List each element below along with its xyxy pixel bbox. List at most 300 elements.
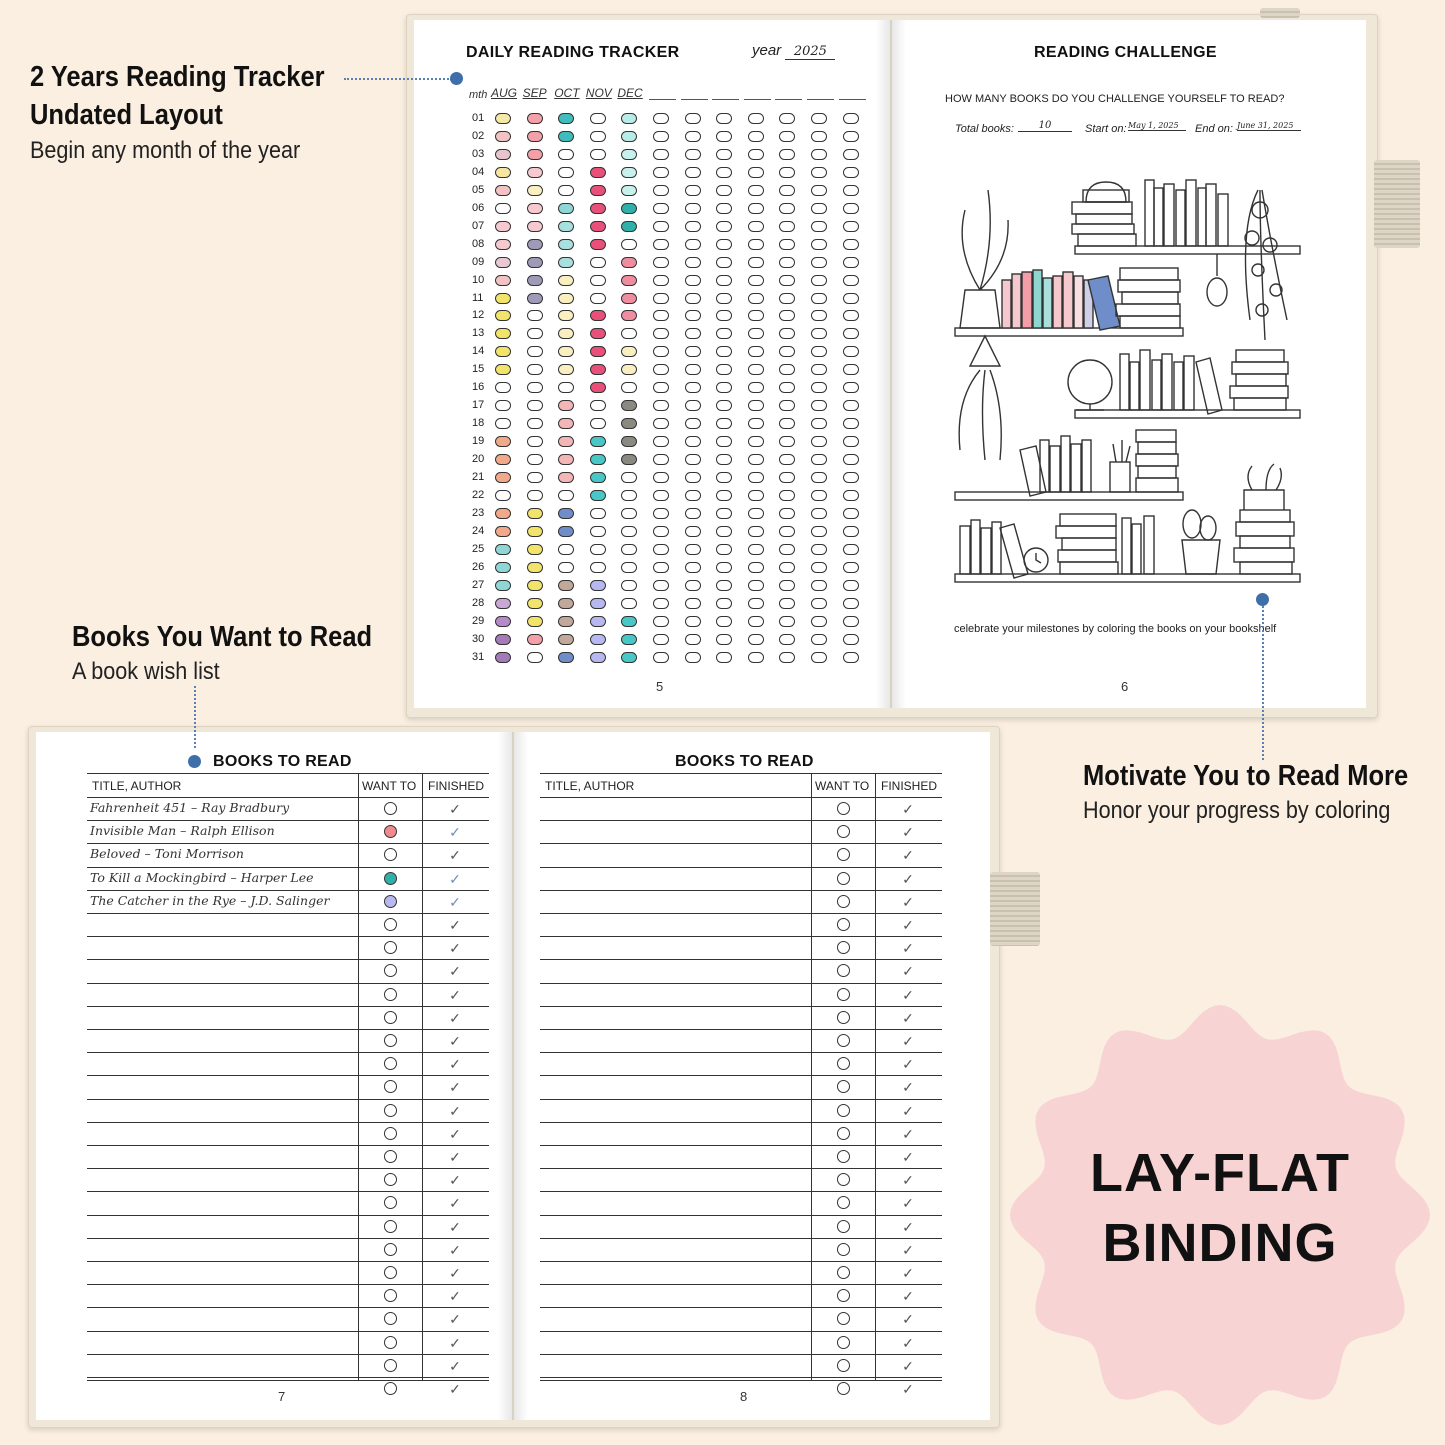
tracker-cell[interactable] [779, 131, 795, 142]
tracker-cell[interactable] [811, 293, 827, 304]
tracker-cell[interactable] [558, 508, 574, 519]
finished-check-icon[interactable]: ✓ [902, 893, 914, 910]
tracker-cell[interactable] [621, 113, 637, 124]
tracker-cell[interactable] [685, 167, 701, 178]
tracker-cell[interactable] [779, 562, 795, 573]
want-to-circle[interactable] [837, 1359, 850, 1372]
tracker-cell[interactable] [653, 580, 669, 591]
tracker-cell[interactable] [527, 418, 543, 429]
tracker-cell[interactable] [558, 346, 574, 357]
tracker-cell[interactable] [558, 418, 574, 429]
tracker-cell[interactable] [811, 364, 827, 375]
tracker-cell[interactable] [716, 418, 732, 429]
tracker-cell[interactable] [843, 167, 859, 178]
tracker-cell[interactable] [621, 275, 637, 286]
tracker-cell[interactable] [843, 562, 859, 573]
tracker-cell[interactable] [748, 167, 764, 178]
finished-check-icon[interactable]: ✓ [449, 1311, 461, 1328]
tracker-cell[interactable] [811, 346, 827, 357]
tracker-cell[interactable] [685, 616, 701, 627]
tracker-cell[interactable] [748, 652, 764, 663]
tracker-cell[interactable] [495, 310, 511, 321]
finished-check-icon[interactable]: ✓ [449, 847, 461, 864]
want-to-circle[interactable] [837, 895, 850, 908]
tracker-cell[interactable] [495, 203, 511, 214]
finished-check-icon[interactable]: ✓ [449, 1033, 461, 1049]
tracker-cell[interactable] [495, 562, 511, 573]
want-to-circle[interactable] [384, 895, 397, 908]
tracker-cell[interactable] [527, 131, 543, 142]
tracker-cell[interactable] [779, 634, 795, 645]
tracker-cell[interactable] [590, 472, 606, 483]
tracker-cell[interactable] [653, 634, 669, 645]
tracker-cell[interactable] [558, 113, 574, 124]
tracker-cell[interactable] [590, 418, 606, 429]
tracker-cell[interactable] [811, 598, 827, 609]
tracker-cell[interactable] [716, 472, 732, 483]
month-header-blank[interactable] [649, 99, 676, 100]
tracker-cell[interactable] [495, 508, 511, 519]
tracker-cell[interactable] [590, 131, 606, 142]
want-to-circle[interactable] [384, 1034, 397, 1047]
tracker-cell[interactable] [811, 526, 827, 537]
tracker-cell[interactable] [716, 239, 732, 250]
tracker-cell[interactable] [653, 203, 669, 214]
tracker-cell[interactable] [527, 634, 543, 645]
finished-check-icon[interactable]: ✓ [902, 1102, 914, 1119]
tracker-cell[interactable] [527, 436, 543, 447]
tracker-cell[interactable] [621, 616, 637, 627]
tracker-cell[interactable] [843, 490, 859, 501]
tracker-cell[interactable] [811, 652, 827, 663]
tracker-cell[interactable] [811, 221, 827, 232]
tracker-cell[interactable] [527, 185, 543, 196]
book-entry-text[interactable]: The Catcher in the Rye – J.D. Salinger [90, 892, 330, 908]
want-to-circle[interactable] [837, 918, 850, 931]
want-to-circle[interactable] [384, 1150, 397, 1163]
finished-check-icon[interactable]: ✓ [902, 1033, 914, 1049]
tracker-cell[interactable] [527, 544, 543, 555]
want-to-circle[interactable] [837, 1034, 850, 1047]
tracker-cell[interactable] [779, 454, 795, 465]
tracker-cell[interactable] [621, 185, 637, 196]
tracker-cell[interactable] [748, 346, 764, 357]
finished-check-icon[interactable]: ✓ [902, 1195, 914, 1212]
tracker-cell[interactable] [621, 490, 637, 501]
finished-check-icon[interactable]: ✓ [449, 1056, 461, 1073]
tracker-year[interactable] [752, 42, 835, 60]
tracker-cell[interactable] [811, 472, 827, 483]
tracker-cell[interactable] [621, 221, 637, 232]
tracker-cell[interactable] [843, 580, 859, 591]
tracker-cell[interactable] [843, 149, 859, 160]
finished-check-icon[interactable]: ✓ [449, 1125, 461, 1142]
tracker-cell[interactable] [748, 526, 764, 537]
tracker-cell[interactable] [558, 634, 574, 645]
tracker-cell[interactable] [748, 310, 764, 321]
tracker-cell[interactable] [621, 328, 637, 339]
month-header-blank[interactable] [807, 99, 834, 100]
tracker-cell[interactable] [716, 131, 732, 142]
tracker-cell[interactable] [685, 346, 701, 357]
tracker-cell[interactable] [558, 562, 574, 573]
tracker-cell[interactable] [653, 257, 669, 268]
finished-check-icon[interactable]: ✓ [902, 1149, 914, 1165]
month-header-blank[interactable] [839, 99, 866, 100]
finished-check-icon[interactable]: ✓ [449, 1172, 461, 1189]
tracker-cell[interactable] [811, 310, 827, 321]
want-to-circle[interactable] [837, 1127, 850, 1140]
tracker-cell[interactable] [621, 562, 637, 573]
tracker-cell[interactable] [779, 508, 795, 519]
tracker-cell[interactable] [685, 472, 701, 483]
tracker-cell[interactable] [558, 544, 574, 555]
tracker-cell[interactable] [748, 634, 764, 645]
tracker-cell[interactable] [716, 113, 732, 124]
tracker-cell[interactable] [621, 364, 637, 375]
tracker-cell[interactable] [843, 436, 859, 447]
tracker-cell[interactable] [495, 149, 511, 160]
tracker-cell[interactable] [495, 454, 511, 465]
tracker-cell[interactable] [779, 113, 795, 124]
tracker-cell[interactable] [716, 310, 732, 321]
tracker-cell[interactable] [621, 598, 637, 609]
tracker-cell[interactable] [716, 382, 732, 393]
tracker-cell[interactable] [590, 652, 606, 663]
finished-check-icon[interactable]: ✓ [449, 940, 461, 957]
tracker-cell[interactable] [590, 203, 606, 214]
book-entry-text[interactable]: Invisible Man – Ralph Ellison [90, 823, 275, 839]
finished-check-icon[interactable]: ✓ [449, 1288, 461, 1305]
tracker-cell[interactable] [779, 275, 795, 286]
tracker-cell[interactable] [653, 382, 669, 393]
tracker-cell[interactable] [495, 113, 511, 124]
finished-check-icon[interactable]: ✓ [449, 870, 461, 887]
finished-check-icon[interactable]: ✓ [902, 801, 914, 817]
tracker-cell[interactable] [621, 454, 637, 465]
finished-check-icon[interactable]: ✓ [449, 1241, 461, 1258]
tracker-cell[interactable] [590, 454, 606, 465]
want-to-circle[interactable] [384, 1266, 397, 1279]
tracker-cell[interactable] [716, 652, 732, 663]
tracker-cell[interactable] [779, 544, 795, 555]
tracker-cell[interactable] [811, 490, 827, 501]
tracker-cell[interactable] [811, 454, 827, 465]
want-to-circle[interactable] [384, 1359, 397, 1372]
tracker-cell[interactable] [527, 400, 543, 411]
tracker-cell[interactable] [716, 454, 732, 465]
tracker-cell[interactable] [527, 167, 543, 178]
tracker-cell[interactable] [653, 418, 669, 429]
tracker-cell[interactable] [653, 328, 669, 339]
tracker-cell[interactable] [621, 508, 637, 519]
tracker-cell[interactable] [748, 598, 764, 609]
finished-check-icon[interactable]: ✓ [449, 1218, 461, 1235]
tracker-cell[interactable] [811, 580, 827, 591]
want-to-circle[interactable] [384, 918, 397, 931]
tracker-cell[interactable] [653, 508, 669, 519]
tracker-cell[interactable] [653, 113, 669, 124]
tracker-cell[interactable] [558, 257, 574, 268]
tracker-cell[interactable] [495, 257, 511, 268]
tracker-cell[interactable] [653, 239, 669, 250]
tracker-cell[interactable] [495, 221, 511, 232]
finished-check-icon[interactable]: ✓ [902, 963, 914, 980]
tracker-cell[interactable] [685, 239, 701, 250]
tracker-cell[interactable] [558, 293, 574, 304]
tracker-cell[interactable] [590, 616, 606, 627]
tracker-cell[interactable] [748, 418, 764, 429]
book-entry-text[interactable]: Beloved – Toni Morrison [90, 846, 244, 862]
tracker-cell[interactable] [811, 382, 827, 393]
tracker-cell[interactable] [748, 562, 764, 573]
tracker-cell[interactable] [621, 149, 637, 160]
tracker-cell[interactable] [748, 328, 764, 339]
tracker-cell[interactable] [590, 239, 606, 250]
tracker-cell[interactable] [558, 652, 574, 663]
tracker-cell[interactable] [527, 275, 543, 286]
tracker-cell[interactable] [843, 400, 859, 411]
tracker-cell[interactable] [653, 526, 669, 537]
tracker-cell[interactable] [843, 418, 859, 429]
tracker-cell[interactable] [558, 400, 574, 411]
tracker-cell[interactable] [843, 185, 859, 196]
finished-check-icon[interactable]: ✓ [449, 801, 461, 817]
tracker-cell[interactable] [779, 598, 795, 609]
finished-check-icon[interactable]: ✓ [449, 1381, 461, 1397]
tracker-cell[interactable] [653, 598, 669, 609]
finished-check-icon[interactable]: ✓ [449, 917, 461, 933]
tracker-cell[interactable] [843, 652, 859, 663]
tracker-cell[interactable] [590, 149, 606, 160]
tracker-cell[interactable] [527, 382, 543, 393]
tracker-cell[interactable] [779, 382, 795, 393]
tracker-cell[interactable] [843, 293, 859, 304]
tracker-cell[interactable] [558, 436, 574, 447]
tracker-cell[interactable] [779, 580, 795, 591]
tracker-cell[interactable] [590, 185, 606, 196]
tracker-cell[interactable] [558, 149, 574, 160]
tracker-cell[interactable] [779, 167, 795, 178]
tracker-cell[interactable] [527, 328, 543, 339]
tracker-cell[interactable] [685, 310, 701, 321]
tracker-cell[interactable] [716, 598, 732, 609]
tracker-cell[interactable] [495, 167, 511, 178]
tracker-cell[interactable] [685, 544, 701, 555]
finished-check-icon[interactable]: ✓ [902, 1334, 914, 1351]
want-to-circle[interactable] [384, 872, 397, 885]
tracker-cell[interactable] [495, 400, 511, 411]
tracker-cell[interactable] [716, 400, 732, 411]
tracker-cell[interactable] [527, 526, 543, 537]
tracker-cell[interactable] [748, 400, 764, 411]
finished-check-icon[interactable]: ✓ [449, 1009, 461, 1026]
tracker-cell[interactable] [590, 328, 606, 339]
tracker-cell[interactable] [558, 472, 574, 483]
want-to-circle[interactable] [384, 1220, 397, 1233]
tracker-cell[interactable] [558, 364, 574, 375]
tracker-cell[interactable] [495, 580, 511, 591]
tracker-cell[interactable] [748, 239, 764, 250]
tracker-cell[interactable] [685, 400, 701, 411]
tracker-cell[interactable] [843, 203, 859, 214]
tracker-cell[interactable] [779, 293, 795, 304]
tracker-cell[interactable] [779, 490, 795, 501]
tracker-cell[interactable] [748, 454, 764, 465]
tracker-cell[interactable] [779, 472, 795, 483]
tracker-cell[interactable] [843, 454, 859, 465]
tracker-cell[interactable] [495, 436, 511, 447]
tracker-cell[interactable] [685, 436, 701, 447]
tracker-cell[interactable] [590, 221, 606, 232]
finished-check-icon[interactable]: ✓ [902, 1265, 914, 1281]
tracker-cell[interactable] [495, 364, 511, 375]
tracker-cell[interactable] [621, 436, 637, 447]
tracker-cell[interactable] [748, 185, 764, 196]
tracker-cell[interactable] [811, 508, 827, 519]
finished-check-icon[interactable]: ✓ [449, 893, 461, 910]
tracker-cell[interactable] [843, 257, 859, 268]
tracker-cell[interactable] [843, 382, 859, 393]
tracker-cell[interactable] [811, 328, 827, 339]
tracker-cell[interactable] [779, 203, 795, 214]
tracker-cell[interactable] [811, 131, 827, 142]
tracker-cell[interactable] [590, 275, 606, 286]
tracker-cell[interactable] [716, 203, 732, 214]
want-to-circle[interactable] [384, 1382, 397, 1395]
tracker-cell[interactable] [811, 185, 827, 196]
tracker-cell[interactable] [495, 544, 511, 555]
tracker-cell[interactable] [621, 634, 637, 645]
tracker-cell[interactable] [590, 634, 606, 645]
tracker-cell[interactable] [748, 221, 764, 232]
tracker-cell[interactable] [685, 185, 701, 196]
tracker-cell[interactable] [685, 490, 701, 501]
tracker-cell[interactable] [811, 167, 827, 178]
tracker-cell[interactable] [527, 616, 543, 627]
finished-check-icon[interactable]: ✓ [902, 1056, 914, 1073]
tracker-cell[interactable] [558, 221, 574, 232]
tracker-cell[interactable] [621, 203, 637, 214]
finished-check-icon[interactable]: ✓ [449, 824, 461, 841]
tracker-cell[interactable] [685, 508, 701, 519]
want-to-circle[interactable] [384, 1104, 397, 1117]
month-header-blank[interactable] [712, 99, 739, 100]
tracker-cell[interactable] [716, 149, 732, 160]
tracker-cell[interactable] [495, 616, 511, 627]
finished-check-icon[interactable]: ✓ [902, 870, 914, 887]
month-header-blank[interactable] [775, 99, 802, 100]
tracker-cell[interactable] [653, 275, 669, 286]
tracker-cell[interactable] [558, 616, 574, 627]
tracker-cell[interactable] [685, 562, 701, 573]
month-header-blank[interactable] [744, 99, 771, 100]
want-to-circle[interactable] [384, 988, 397, 1001]
tracker-cell[interactable] [621, 652, 637, 663]
tracker-cell[interactable] [527, 149, 543, 160]
tracker-cell[interactable] [527, 562, 543, 573]
tracker-cell[interactable] [527, 472, 543, 483]
tracker-cell[interactable] [653, 652, 669, 663]
finished-check-icon[interactable]: ✓ [902, 1381, 914, 1397]
tracker-cell[interactable] [653, 490, 669, 501]
tracker-cell[interactable] [685, 328, 701, 339]
tracker-cell[interactable] [495, 490, 511, 501]
tracker-cell[interactable] [811, 436, 827, 447]
tracker-cell[interactable] [843, 328, 859, 339]
tracker-cell[interactable] [716, 616, 732, 627]
tracker-cell[interactable] [716, 364, 732, 375]
tracker-cell[interactable] [843, 131, 859, 142]
tracker-cell[interactable] [779, 346, 795, 357]
tracker-cell[interactable] [843, 526, 859, 537]
want-to-circle[interactable] [837, 802, 850, 815]
tracker-cell[interactable] [811, 544, 827, 555]
tracker-cell[interactable] [779, 436, 795, 447]
tracker-cell[interactable] [621, 239, 637, 250]
finished-check-icon[interactable]: ✓ [449, 963, 461, 980]
tracker-cell[interactable] [527, 454, 543, 465]
tracker-cell[interactable] [779, 364, 795, 375]
tracker-cell[interactable] [685, 418, 701, 429]
tracker-cell[interactable] [590, 490, 606, 501]
tracker-cell[interactable] [779, 400, 795, 411]
tracker-cell[interactable] [811, 616, 827, 627]
want-to-circle[interactable] [837, 988, 850, 1001]
finished-check-icon[interactable]: ✓ [449, 1102, 461, 1119]
want-to-circle[interactable] [384, 1243, 397, 1256]
tracker-cell[interactable] [685, 598, 701, 609]
tracker-cell[interactable] [653, 544, 669, 555]
tracker-cell[interactable] [843, 275, 859, 286]
finished-check-icon[interactable]: ✓ [902, 940, 914, 957]
finished-check-icon[interactable]: ✓ [902, 1079, 914, 1096]
tracker-cell[interactable] [558, 490, 574, 501]
tracker-cell[interactable] [685, 203, 701, 214]
tracker-cell[interactable] [558, 185, 574, 196]
tracker-cell[interactable] [495, 239, 511, 250]
tracker-cell[interactable] [495, 472, 511, 483]
tracker-cell[interactable] [716, 580, 732, 591]
tracker-cell[interactable] [748, 364, 764, 375]
tracker-cell[interactable] [527, 310, 543, 321]
tracker-cell[interactable] [779, 652, 795, 663]
finished-check-icon[interactable]: ✓ [449, 1195, 461, 1212]
tracker-cell[interactable] [495, 346, 511, 357]
tracker-cell[interactable] [748, 508, 764, 519]
tracker-cell[interactable] [843, 634, 859, 645]
tracker-cell[interactable] [748, 149, 764, 160]
tracker-cell[interactable] [685, 454, 701, 465]
start-on-value[interactable]: May 1, 2025 [1128, 121, 1186, 131]
finished-check-icon[interactable]: ✓ [449, 1357, 461, 1374]
tracker-cell[interactable] [811, 113, 827, 124]
finished-check-icon[interactable]: ✓ [902, 917, 914, 933]
tracker-cell[interactable] [590, 598, 606, 609]
tracker-cell[interactable] [590, 526, 606, 537]
tracker-cell[interactable] [685, 275, 701, 286]
tracker-cell[interactable] [527, 346, 543, 357]
tracker-cell[interactable] [843, 598, 859, 609]
tracker-cell[interactable] [527, 364, 543, 375]
tracker-cell[interactable] [621, 257, 637, 268]
tracker-cell[interactable] [621, 131, 637, 142]
tracker-cell[interactable] [685, 634, 701, 645]
tracker-cell[interactable] [716, 167, 732, 178]
finished-check-icon[interactable]: ✓ [902, 986, 914, 1003]
tracker-cell[interactable] [590, 167, 606, 178]
tracker-cell[interactable] [685, 131, 701, 142]
